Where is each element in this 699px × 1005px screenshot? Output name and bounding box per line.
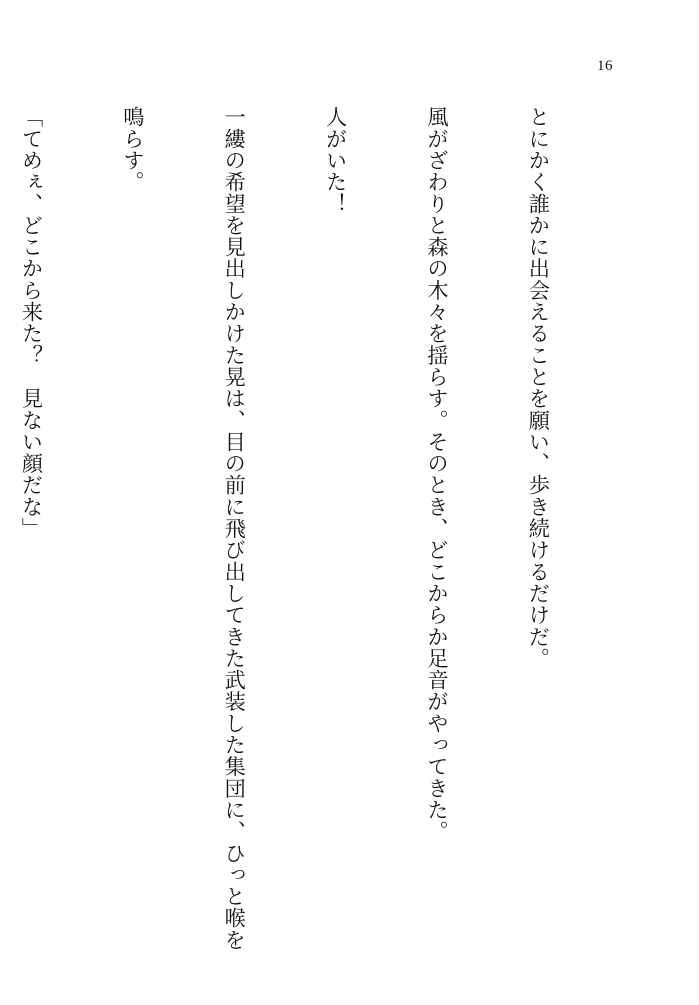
text-line: 鳴らす。 <box>120 106 146 193</box>
page-number: 16 <box>597 58 613 74</box>
text-line: 風がざわりと森の木々を揺らす。そのとき、どこからか足音がやってきた。 <box>425 106 451 843</box>
text-line: とにかく誰かに出会えることを願い、歩き続けるだけだ。 <box>526 106 552 669</box>
text-line: 「てめぇ、どこから来た？ 見ない顔だな」 <box>19 106 45 539</box>
body-text <box>0 106 623 966</box>
text-line: 人がいた！ <box>323 106 349 215</box>
text-line: 一縷の希望を見出しかけた晃は、目の前に飛び出してきた武装した集団に、ひっと喉を <box>222 106 248 951</box>
